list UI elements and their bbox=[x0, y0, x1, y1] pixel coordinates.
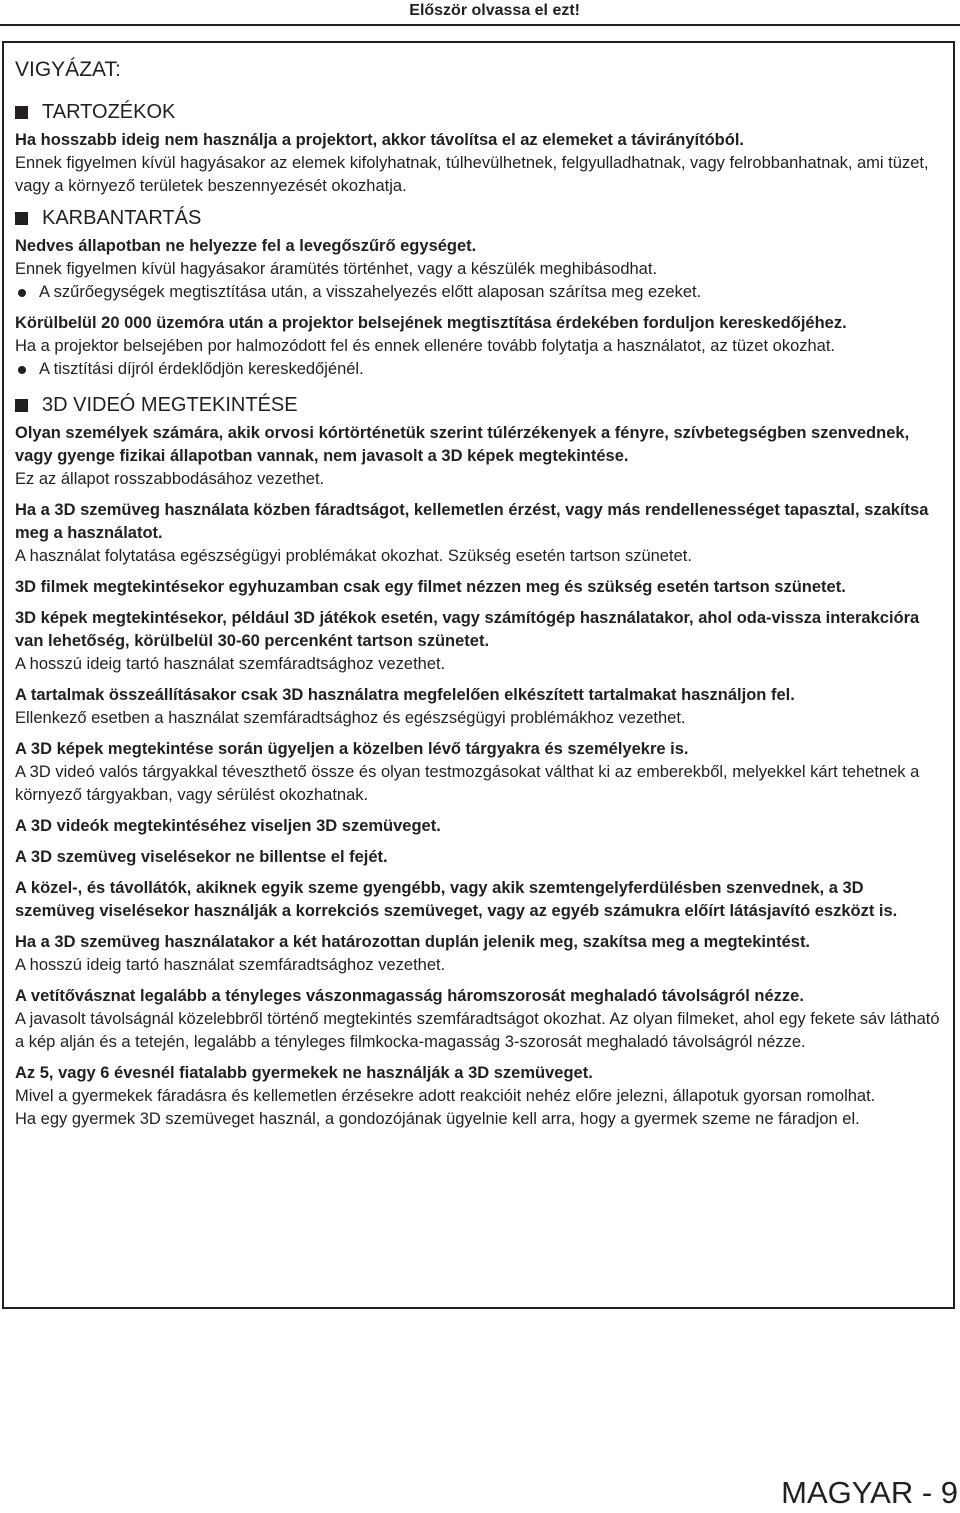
block-bold-text: A tartalmak összeállításakor csak 3D használatra megfelelően elkészített tartalmakat használjon fel. bbox=[15, 686, 795, 704]
content-block bbox=[15, 235, 942, 304]
block-bold-text: 3D filmek megtekintésekor egyhuzamban csak egy filmet nézzen meg és szükség esetén tartson szünetet. bbox=[15, 578, 846, 596]
block-bold-text: Ha hosszabb ideig nem használja a projektort, akkor távolítsa el az elemeket a távirányítóból. bbox=[15, 131, 744, 149]
content-block bbox=[15, 846, 942, 869]
page-number: MAGYAR - 9 bbox=[781, 1475, 958, 1510]
block-bold-text: 3D képek megtekintésekor, például 3D játékok esetén, vagy számítógép használatakor, ahol oda-vissza interakcióra van lehetőség, körülbelül 30-60 percenként tartson szünetet. bbox=[15, 609, 920, 650]
block-text: Ha a projektor belsejében por halmozódott fel és ennek ellenére tovább folytatja a használatot, az tüzet okozhat. bbox=[15, 337, 836, 355]
block-bold-text: A vetítővásznat legalább a tényleges vászonmagasság háromszorosát meghaladó távolságról nézze. bbox=[15, 987, 804, 1005]
section-title: TARTOZÉKOK bbox=[42, 101, 176, 123]
block-text: A hosszú ideig tartó használat szemfáradtsághoz vezethet. bbox=[15, 956, 446, 974]
warning-title: VIGYÁZAT: bbox=[15, 58, 121, 81]
section-heading-3d-viewing bbox=[15, 393, 942, 417]
square-bullet-icon bbox=[15, 106, 28, 119]
block-text: A javasolt távolságnál közelebbről történő megtekintés szemfáradtságot okozhat. Az olyan filmeket, ahol egy fekete sáv látható a kép alján és a tetején, legalább a tényleges filmkocka-magasság 3-szorosát meghaladó távolságról nézze. bbox=[15, 1010, 940, 1051]
section-title: KARBANTARTÁS bbox=[42, 207, 202, 229]
block-text: Ennek figyelmen kívül hagyásakor az elemek kifolyhatnak, túlhevülhetnek, felgyulladhatnak, vagy felrobbanhatnak, ami tüzet, vagy a környező területek beszennyezését okozhatja. bbox=[15, 154, 929, 195]
block-text: Ha egy gyermek 3D szemüveget használ, a gondozójának ügyelnie kell arra, hogy a gyermek szeme ne fáradjon el. bbox=[15, 1110, 860, 1128]
block-bold-text: Körülbelül 20 000 üzemóra után a projektor belsejének megtisztítása érdekében forduljon kereskedőjéhez. bbox=[15, 314, 847, 332]
block-text: Ennek figyelmen kívül hagyásakor áramütés történhet, vagy a készülék meghibásodhat. bbox=[15, 260, 658, 278]
block-bold-text: Ha a 3D szemüveg használatakor a két határozottan duplán jelenik meg, szakítsa meg a megtekintést. bbox=[15, 933, 811, 951]
square-bullet-icon bbox=[15, 399, 28, 412]
section-heading-accessories bbox=[15, 100, 942, 124]
block-bold-text: A 3D videók megtekintéséhez viseljen 3D szemüveget. bbox=[15, 817, 441, 835]
dot-bullet-icon bbox=[18, 366, 26, 374]
block-bold-text: Az 5, vagy 6 évesnél fiatalabb gyermekek ne használják a 3D szemüveget. bbox=[15, 1064, 593, 1082]
block-text: Mivel a gyermekek fáradásra és kellemetlen érzésekre adott reakcióit nehéz előre jelezni, állapotuk gyorsan romolhat. bbox=[15, 1087, 876, 1105]
content-block bbox=[15, 985, 942, 1054]
block-bold-text: Olyan személyek számára, akik orvosi kórtörténetük szerint túlérzékenyek a fényre, szívbetegségben szenvednek, vagy gyenge fizikai állapotban vannak, nem javasolt a 3D képek megtekintése. bbox=[15, 424, 910, 465]
content-block bbox=[15, 877, 942, 923]
section-heading-maintenance bbox=[15, 206, 942, 230]
block-bold-text: A 3D szemüveg viselésekor ne billentse el fejét. bbox=[15, 848, 388, 866]
header-divider bbox=[0, 24, 960, 26]
warning-box bbox=[2, 41, 955, 1309]
content-block bbox=[15, 129, 942, 198]
content-block bbox=[15, 576, 942, 599]
header-title: Először olvassa el ezt! bbox=[409, 2, 580, 19]
block-bold-text: Nedves állapotban ne helyezze fel a levegőszűrő egységet. bbox=[15, 237, 477, 255]
content-block bbox=[15, 931, 942, 977]
section-title: 3D VIDEÓ MEGTEKINTÉSE bbox=[42, 394, 298, 416]
block-text: A használat folytatása egészségügyi problémákat okozhat. Szükség esetén tartson szünetet. bbox=[15, 547, 692, 565]
bullet-item bbox=[15, 358, 942, 381]
bullet-item bbox=[15, 281, 942, 304]
block-bold-text: A közel-, és távollátók, akiknek egyik szeme gyengébb, vagy akik szemtengelyferdülésben szenvednek, a 3D szemüveg viselésekor használják a korrekciós szemüveget, vagy az egyéb számukra előírt látásjavító eszközt is. bbox=[15, 879, 898, 920]
content-block bbox=[15, 1062, 942, 1131]
content-block bbox=[15, 422, 942, 491]
block-text: A hosszú ideig tartó használat szemfáradtsághoz vezethet. bbox=[15, 655, 446, 673]
block-text: Ez az állapot rosszabbodásához vezethet. bbox=[15, 470, 325, 488]
dot-bullet-icon bbox=[18, 289, 26, 297]
block-text: A 3D videó valós tárgyakkal téveszthető össze és olyan testmozgásokat válthat ki az emberekből, melyekkel kárt tehetnek a környező tárgyakban, vagy sérülést okozhatnak. bbox=[15, 763, 920, 804]
block-bold-text: A 3D képek megtekintése során ügyeljen a közelben lévő tárgyakra és személyekre is. bbox=[15, 740, 689, 758]
content-block bbox=[15, 607, 942, 676]
content-block bbox=[15, 815, 942, 838]
square-bullet-icon bbox=[15, 212, 28, 225]
bullet-text: A szűrőegységek megtisztítása után, a visszahelyezés előtt alaposan szárítsa meg ezeket. bbox=[39, 283, 702, 301]
bullet-text: A tisztítási díjról érdeklődjön kereskedőjénél. bbox=[39, 360, 364, 378]
content-block bbox=[15, 312, 942, 381]
content-block bbox=[15, 499, 942, 568]
content-block bbox=[15, 684, 942, 730]
block-bold-text: Ha a 3D szemüveg használata közben fáradtságot, kellemetlen érzést, vagy más rendellenességet tapasztal, szakítsa meg a használatot. bbox=[15, 501, 929, 542]
content-block bbox=[15, 738, 942, 807]
block-text: Ellenkező esetben a használat szemfáradtsághoz és egészségügyi problémákhoz vezethet. bbox=[15, 709, 686, 727]
